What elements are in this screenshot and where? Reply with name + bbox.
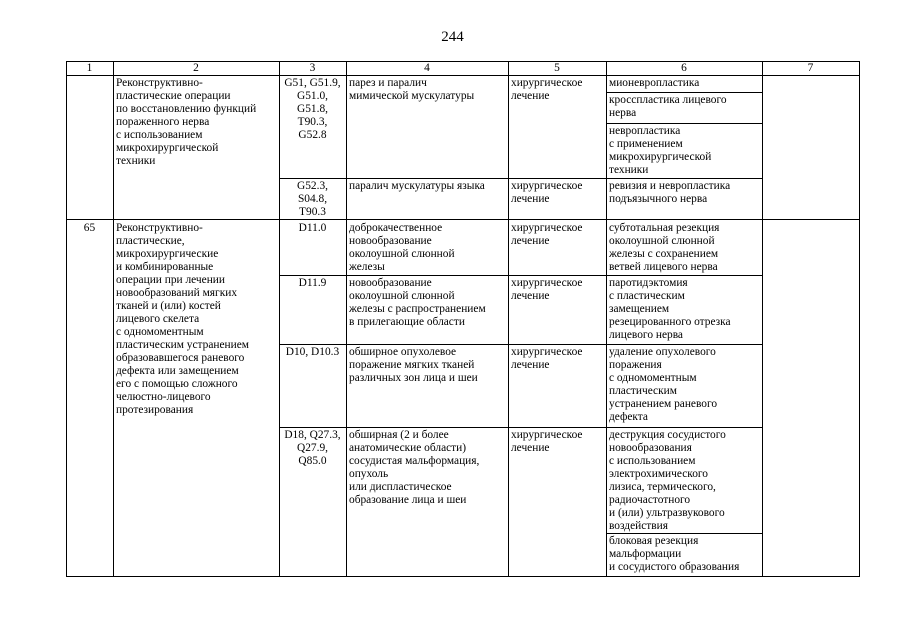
row-divider <box>66 219 860 220</box>
subrow-divider <box>279 427 762 428</box>
method-divider <box>606 533 762 534</box>
header-col-7: 7 <box>807 62 814 74</box>
treatment-type: хирургическое лечение <box>511 277 583 302</box>
patient-model: доброкачественное новообразование околоушной слюнной железы <box>349 222 455 273</box>
patient-model: парез и паралич мимической мускулатуры <box>349 77 475 102</box>
treatment-method: паротидэктомия с пластическим замещением резецированного отрезка лицевого нерва <box>609 277 731 341</box>
treatment-method: деструкция сосудистого новообразования с использованием электрохимического лизиса, термического, радиочастотного и (или) ультразвукового воздействия <box>609 429 726 532</box>
medical-care-table <box>66 61 860 577</box>
treatment-type: хирургическое лечение <box>511 346 583 371</box>
treatment-type: хирургическое лечение <box>511 77 583 102</box>
patient-model: обширное опухолевое поражение мягких тканей различных зон лица и шеи <box>349 346 478 384</box>
header-col-3: 3 <box>309 62 316 74</box>
header-bottom-line <box>66 75 860 76</box>
treatment-method: невропластика с применением микрохирургической техники <box>609 125 712 176</box>
column-divider <box>346 61 347 577</box>
treatment-method: удаление опухолевого поражения с одномоментным пластическим устранением раневого дефекта <box>609 346 718 423</box>
treatment-type: хирургическое лечение <box>511 222 583 247</box>
subrow-divider <box>279 275 762 276</box>
patient-model: новообразование околоушной слюнной железы с распространением в прилегающие области <box>349 277 486 328</box>
icd-codes: D11.9 <box>298 277 327 289</box>
header-col-6: 6 <box>681 62 687 74</box>
treatment-type: хирургическое лечение <box>511 180 583 205</box>
patient-model: обширная (2 и более анатомические области) сосудистая мальформация, опухоль или диспластическое образование лица и шеи <box>349 429 480 506</box>
treatment-method: блоковая резекция мальформации и сосудистого образования <box>609 535 740 573</box>
icd-codes: G52.3, S04.8, T90.3 <box>296 180 328 218</box>
icd-codes: D11.0 <box>298 222 327 234</box>
treatment-method: мионевропластика <box>609 77 700 89</box>
treatment-method: кросспластика лицевого нерва <box>609 94 727 119</box>
column-divider <box>508 61 509 577</box>
row-number: 65 <box>83 222 96 234</box>
care-type-name: Реконструктивно- пластические операции по восстановлению функций пораженного нерва с использованием микрохирургической техники <box>116 77 257 167</box>
page-number: 244 <box>441 29 464 45</box>
icd-codes: D10, D10.3 <box>285 346 340 358</box>
icd-codes: G51, G51.9, G51.0, G51.8, T90.3, G52.8 <box>284 77 341 141</box>
method-divider <box>606 92 762 93</box>
treatment-method: субтотальная резекция околоушной слюнной железы с сохранением ветвей лицевого нерва <box>609 222 720 273</box>
table-border-left <box>66 61 67 577</box>
header-col-1: 1 <box>86 62 93 74</box>
header-col-5: 5 <box>554 62 560 74</box>
subrow-divider <box>279 344 762 345</box>
header-col-4: 4 <box>424 62 430 74</box>
column-divider <box>113 61 114 577</box>
table-border-right <box>859 61 860 577</box>
treatment-type: хирургическое лечение <box>511 429 583 454</box>
table-border-bottom <box>66 576 860 577</box>
column-divider <box>606 61 607 577</box>
subrow-divider <box>279 178 762 179</box>
column-divider <box>762 61 763 577</box>
header-col-2: 2 <box>193 62 199 74</box>
care-type-name: Реконструктивно- пластические, микрохирургические и комбинированные операции при лечении новообразований мягких тканей и (или) костей лицевого скелета с одномоментным пластическим устранением образовавшегося раневого дефекта или замещением его с помощью сложного челюстно-лицевого протезирования <box>116 222 250 416</box>
patient-model: паралич мускулатуры языка <box>349 180 485 192</box>
method-divider <box>606 123 762 124</box>
treatment-method: ревизия и невропластика подъязычного нерва <box>609 180 731 205</box>
icd-codes: D18, Q27.3, Q27.9, Q85.0 <box>284 429 341 467</box>
